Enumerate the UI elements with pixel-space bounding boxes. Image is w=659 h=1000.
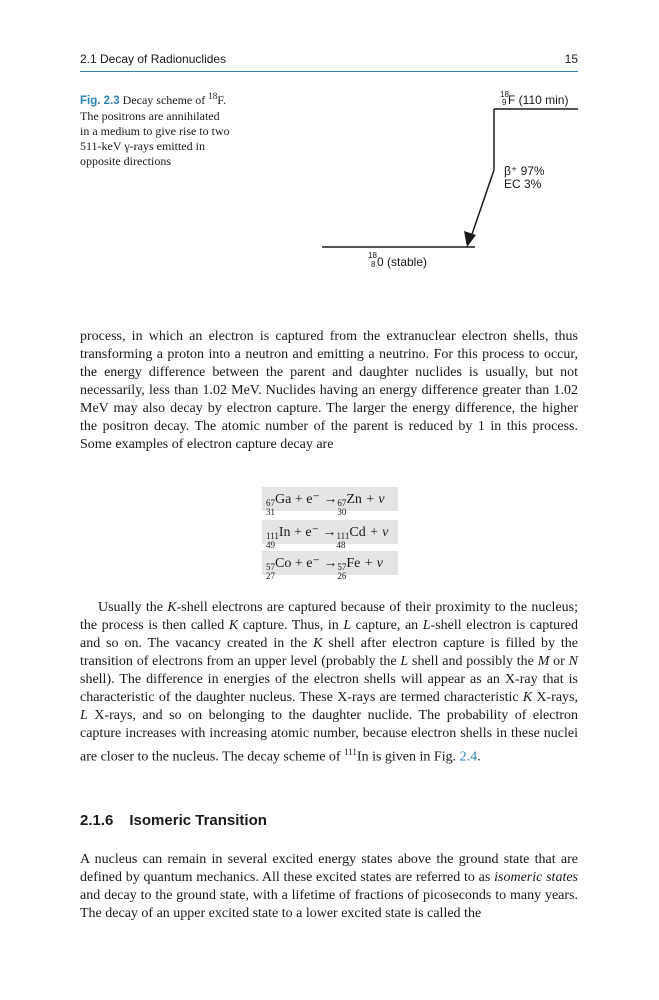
eq3-mass-1: 57 xyxy=(266,562,275,572)
caption-prefix: Decay scheme of xyxy=(122,93,206,107)
paragraph-electron-capture: process, in which an electron is captured from the extranuclear electron shells, thus transforming a proton into a neutron and emitting a neutrino. For this process to occur, the energy difference between the parent and daughter nuclides is usually, but not necessarily, less than 1.02 MeV. Nuclides having an energy difference greater than 1.02 MeV may also decay by electron capture. The larger the energy difference, the higher the positron decay. The atomic number of the parent is reduced by 1 in this process. Some examples of electron capture decay are xyxy=(80,329,578,452)
caption-body: F. The positrons are annihilated in a medium to give rise to two 511-keV γ-rays emitted in opposite directions xyxy=(80,93,230,168)
figure-2-4-link[interactable]: 2.4 xyxy=(459,749,478,765)
decay-arrowhead xyxy=(464,231,476,247)
eq2-z-1: 49 xyxy=(266,540,275,550)
section-title-text: Isomeric Transition xyxy=(129,812,267,829)
eq3-end: + ν xyxy=(360,556,384,571)
eq3-mass-2: 57 xyxy=(337,562,347,572)
eq2-symbol-2: Cd xyxy=(349,525,366,540)
p2-text: or xyxy=(549,654,569,669)
p2-text: capture. Thus, in xyxy=(238,618,344,633)
p2-l-italic: L xyxy=(422,618,431,633)
parent-nuclide-label: F (110 min) xyxy=(508,93,569,107)
p3-text: and decay to the ground state, with a lifetime of fractions of picoseconds to many years. The decay of an upper excited state to a lower excited state is called the xyxy=(80,888,578,921)
equation-ga-zn xyxy=(262,487,398,517)
p2-k-italic: K xyxy=(167,600,177,615)
p2-k-italic: K xyxy=(522,690,533,705)
p2-text: X-rays, xyxy=(532,690,578,705)
eq3-symbol-1: Co xyxy=(275,556,292,571)
eq2-symbol-1: In xyxy=(278,525,291,540)
p2-m-italic: M xyxy=(537,654,550,669)
p2-text: -shell electron is captured and so on. The vacancy created in the xyxy=(80,618,578,651)
equation-co-fe xyxy=(262,551,398,581)
eq1-mass-1: 67 xyxy=(266,498,275,508)
caption-mass-number: 18 xyxy=(208,91,218,101)
parent-atomic-number: 9 xyxy=(502,98,507,107)
equation-in-cd xyxy=(262,520,398,550)
paragraph-isomeric xyxy=(80,851,578,923)
section-heading xyxy=(80,812,267,829)
eq1-mid: + e⁻ → xyxy=(291,492,338,507)
eq1-z-2: 30 xyxy=(337,507,347,517)
daughter-nuclide-label: 0 (stable) xyxy=(377,255,428,269)
eq1-symbol-2: Zn xyxy=(346,492,362,507)
page-number: 15 xyxy=(564,52,578,66)
daughter-mass-number: 18 xyxy=(368,251,377,260)
eq3-z-2: 26 xyxy=(337,571,347,581)
p2-text: X-rays, and so on belonging to the daughter nuclide. The probability of electron capture increases with increasing atomic number, because electron shells in these nuclei are closer to the nucleus. The decay scheme of xyxy=(80,708,578,765)
eq2-z-2: 48 xyxy=(336,540,346,550)
p2-text: capture, an xyxy=(351,618,423,633)
eq2-mass-1: 111 xyxy=(266,531,279,541)
figure-label: Fig. 2.3 xyxy=(80,95,120,107)
header-section-title: 2.1 Decay of Radionuclides xyxy=(80,52,227,66)
eq1-mass-2: 67 xyxy=(337,498,347,508)
running-header xyxy=(80,51,578,72)
daughter-atomic-number: 8 xyxy=(371,260,376,269)
p2-k-italic: K xyxy=(228,618,239,633)
p3-text: A nucleus can remain in several excited energy states above the ground state that are defined by quantum mechanics. All these excited states are referred to as xyxy=(80,852,578,885)
eq1-z-1: 31 xyxy=(266,507,275,517)
eq2-end: + ν xyxy=(365,525,389,540)
p2-k-italic: K xyxy=(313,636,323,651)
p2-l-italic: L xyxy=(80,708,88,723)
eq2-mass-2: 111 xyxy=(336,531,350,541)
section-number: 2.1.6 xyxy=(80,812,114,829)
figure-caption xyxy=(80,89,230,169)
eq3-symbol-2: Fe xyxy=(346,556,361,571)
p2-text: shell). The difference in energies of the electron shells will appear as an X-ray that is characteristic of the daughter nucleus. These X-rays are termed characteristic xyxy=(80,672,578,705)
eq1-end: + ν xyxy=(361,492,385,507)
eq3-z-1: 27 xyxy=(266,571,275,581)
decay-scheme-diagram xyxy=(310,85,590,280)
p2-mass-superscript: 111 xyxy=(344,747,357,757)
branch-ec-label: EC 3% xyxy=(504,177,542,191)
decay-arrow-line xyxy=(470,170,494,240)
paragraph-shell-capture xyxy=(80,599,578,767)
eq3-mid: + e⁻ → xyxy=(291,556,338,571)
p3-isomeric-states: isomeric states xyxy=(494,870,578,885)
p2-text: shell after electron capture is filled by the transition of electrons from an upper level (probably the xyxy=(80,636,578,669)
eq2-mid: + e⁻ → xyxy=(290,525,337,540)
parent-mass-number: 18 xyxy=(500,90,509,99)
p2-n-italic: N xyxy=(568,654,578,669)
p2-l-italic: L xyxy=(343,618,352,633)
p2-l-italic: L xyxy=(400,654,409,669)
branch-beta-label: β⁺ 97% xyxy=(504,164,545,178)
p2-text: shell and possibly the xyxy=(408,654,538,669)
p2-text: -shell electrons are captured because of their proximity to the nucleus; the process is then called xyxy=(80,600,578,633)
p2-text: . xyxy=(477,749,481,765)
p2-text: Usually the xyxy=(98,600,168,615)
p2-text: In is given in Fig. xyxy=(356,749,460,765)
eq1-symbol-1: Ga xyxy=(275,492,292,507)
